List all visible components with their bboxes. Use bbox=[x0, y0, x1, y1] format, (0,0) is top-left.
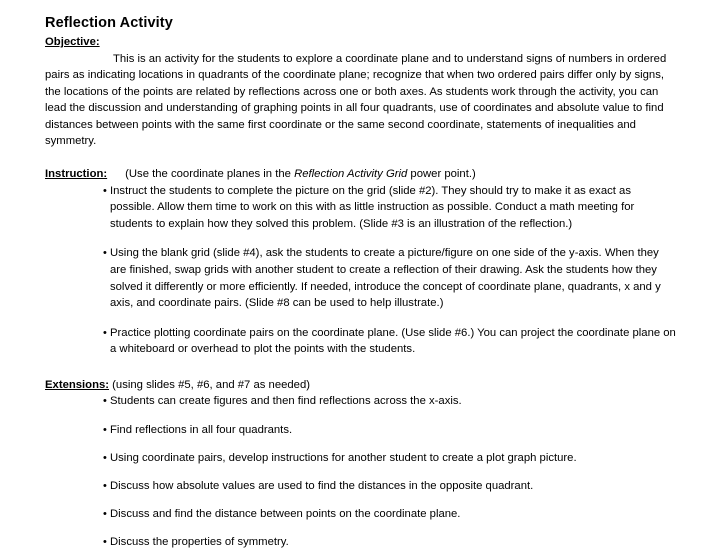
spacer bbox=[45, 150, 676, 166]
list-item: • Find reflections in all four quadrants. bbox=[103, 422, 676, 439]
list-item: • Discuss how absolute values are used to find the distances in the opposite quadrant. bbox=[103, 478, 676, 495]
list-item: • Using the blank grid (slide #4), ask the students to create a picture/figure on one side of the y-axis. When they are finished, swap grids with another student to create a reflection of their drawing. Ask the students how they solved it differently or more efficiently. If needed, introduce the concept of coordinate plane, quadrants, x and y axis, and coordinate pairs. (Slide #8 can be used to help illustrate.) bbox=[103, 245, 676, 311]
instruction-note-italic: Reflection Activity Grid bbox=[294, 168, 408, 181]
instruction-label: Instruction: bbox=[45, 168, 108, 181]
extensions-heading bbox=[45, 377, 676, 394]
instruction-heading bbox=[45, 166, 676, 183]
extensions-note: (using slides #5, #6, and #7 as needed) bbox=[109, 378, 311, 391]
objective-label: Objective: bbox=[45, 36, 100, 48]
spacer bbox=[45, 232, 676, 245]
objective-heading bbox=[45, 34, 676, 51]
spacer bbox=[45, 358, 676, 377]
instruction-note-before: (Use the coordinate planes in the bbox=[125, 168, 295, 181]
instruction-note-after: power point.) bbox=[407, 168, 476, 181]
list-item: • Instruct the students to complete the picture on the grid (slide #2). They should try to make it as exact as possible. Allow them time to work on this with as little instruction as possible. Conduct a math meeting for students to explain how they solved this problem. (Slide #3 is an illustration of the reflection.) bbox=[103, 183, 676, 233]
extensions-label: Extensions: bbox=[45, 378, 110, 391]
list-item: • Students can create figures and then find reflections across the x-axis. bbox=[103, 393, 676, 410]
extensions-bullet-list bbox=[103, 393, 676, 550]
instruction-bullet-list-1 bbox=[103, 183, 676, 233]
page-title: Reflection Activity bbox=[45, 15, 173, 31]
instruction-bullet-list-2 bbox=[103, 245, 676, 311]
list-item: • Discuss and find the distance between points on the coordinate plane. bbox=[103, 506, 676, 523]
list-item: • Discuss the properties of symmetry. bbox=[103, 534, 676, 550]
instruction-note bbox=[125, 168, 476, 180]
list-item: • Practice plotting coordinate pairs on the coordinate plane. (Use slide #6.) You can project the coordinate plane on a whiteboard or overhead to plot the points with the students. bbox=[103, 325, 676, 358]
spacer bbox=[45, 312, 676, 325]
list-item: • Using coordinate pairs, develop instructions for another student to create a plot graph picture. bbox=[103, 450, 676, 467]
instruction-bullet-list-3 bbox=[103, 325, 676, 358]
objective-paragraph: This is an activity for the students to explore a coordinate plane and to understand signs of numbers in ordered pairs as indicating locations in quadrants of the coordinate plane; recognize that when two ordered pairs differ only by signs, the locations of the points are related by reflections across one or both axes. As students work through the activity, you can lead the discussion and understanding of graphing points in all four quadrants, use of coordinates and absolute value to find distances between points with the same first coordinate or the same second coordinate, statements of inequalities and symmetry. bbox=[45, 52, 667, 148]
